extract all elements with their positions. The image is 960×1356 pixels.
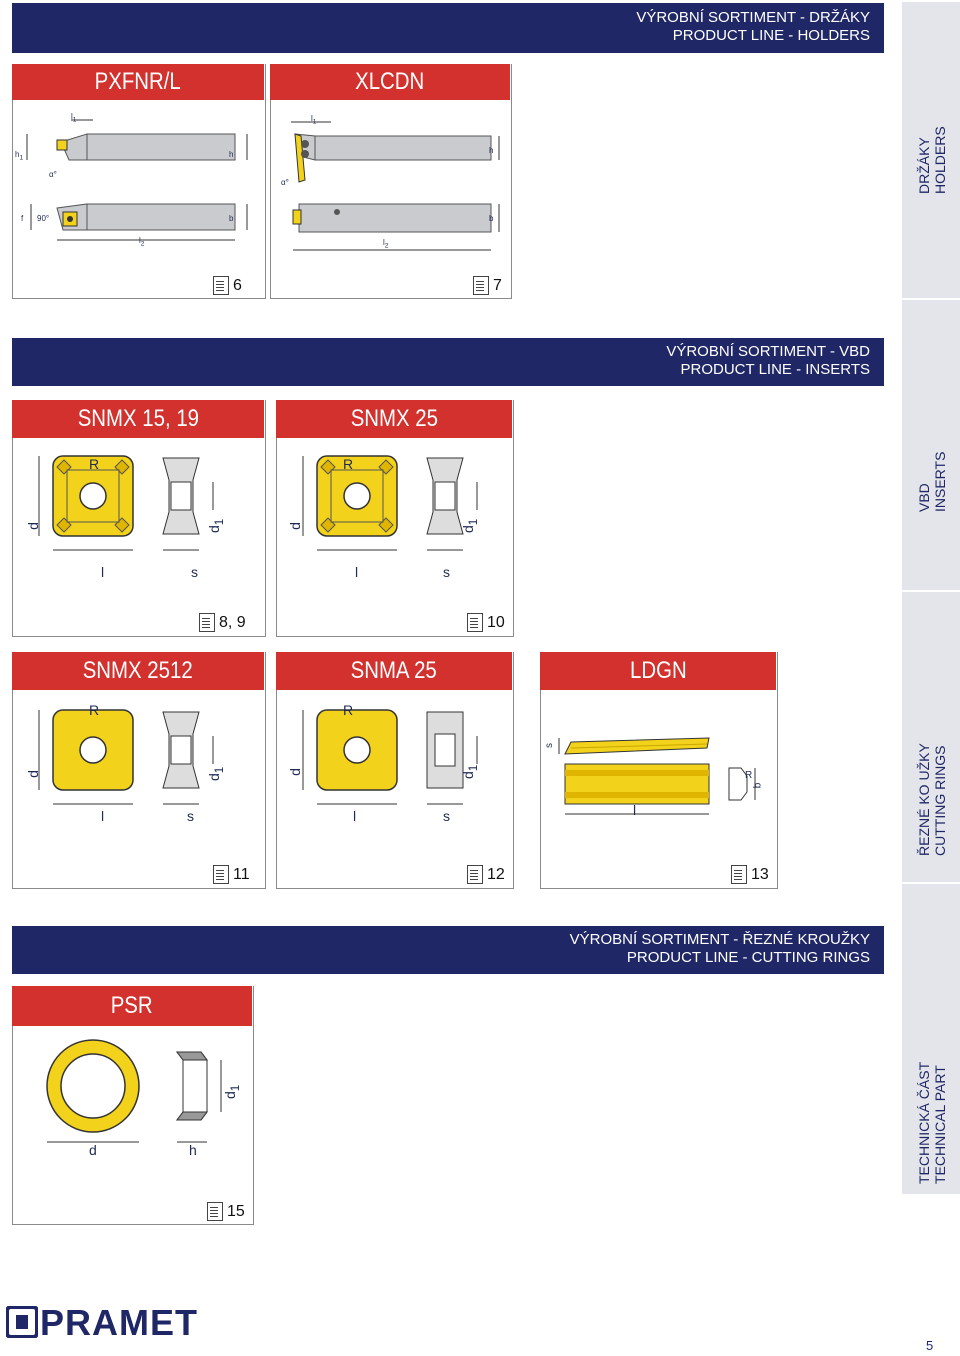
side-tab-inserts[interactable] — [902, 300, 960, 590]
page-ref[interactable]: 6 — [233, 277, 242, 294]
dim-angle: α° — [281, 178, 289, 187]
side-tab-technical[interactable] — [902, 884, 960, 1194]
page-ref-icon — [199, 613, 215, 632]
section-title-cz: VÝROBNÍ SORTIMENT - ŘEZNÉ KROUŽKY — [569, 931, 870, 948]
dim-d1: $d_1$ — [206, 766, 227, 782]
dim-d1: $d_1$ — [222, 1084, 243, 1100]
page-ref[interactable]: 10 — [487, 614, 505, 631]
dim-d: d — [24, 522, 41, 530]
section-header-rings — [12, 926, 884, 974]
page-ref[interactable]: 7 — [493, 277, 502, 294]
page-ref[interactable]: 11 — [233, 866, 250, 883]
product-title-snmx2512[interactable]: SNMX 2512 — [12, 652, 264, 690]
dim-d: d — [286, 522, 303, 530]
dim-f: f — [21, 214, 24, 223]
holder-drawing — [271, 100, 511, 260]
side-tab-label: TECHNICKÁ ČÁST TECHNICAL PART — [916, 1061, 948, 1184]
page-ref-icon — [207, 1202, 223, 1221]
section-title-en: PRODUCT LINE - INSERTS — [680, 361, 870, 378]
side-tab-label: VBD INSERTS — [916, 451, 948, 512]
dim-90: 90° — [37, 214, 50, 223]
product-title-snma25[interactable]: SNMA 25 — [276, 652, 512, 690]
brand-logo: PRAMET — [40, 1302, 198, 1343]
insert-drawing — [277, 438, 513, 588]
insert-drawing — [13, 438, 265, 588]
section-title-en: PRODUCT LINE - CUTTING RINGS — [626, 949, 870, 966]
page-ref-icon — [467, 865, 483, 884]
dim-d: d — [286, 768, 303, 776]
dim-R: R — [343, 456, 354, 472]
section-header-inserts — [12, 338, 884, 386]
dim-s: s — [443, 564, 450, 580]
page-ref-icon — [473, 276, 489, 295]
dim-l1: $l_1$ — [71, 112, 77, 124]
page-ref-icon — [731, 865, 747, 884]
dim-l: l — [101, 564, 105, 580]
section-title-cz: VÝROBNÍ SORTIMENT - DRŽÁKY — [636, 9, 870, 26]
dim-d: d — [24, 770, 41, 778]
section-title-cz: VÝROBNÍ SORTIMENT - VBD — [666, 343, 870, 360]
dim-b: b — [752, 782, 764, 789]
dim-R: R — [89, 702, 100, 718]
dim-R: R — [89, 456, 100, 472]
dim-l: l — [633, 802, 637, 818]
dim-angle: α° — [49, 170, 57, 179]
product-title-pxfnr[interactable]: PXFNR/L — [12, 64, 264, 100]
dim-R: R — [745, 770, 753, 781]
page-number: 5 — [926, 1338, 934, 1353]
page-ref[interactable]: 15 — [227, 1203, 245, 1220]
dim-d1: $d_1$ — [460, 518, 481, 534]
dim-s: s — [443, 808, 450, 824]
page-ref[interactable]: 12 — [487, 866, 505, 883]
dim-d1: $d_1$ — [460, 764, 481, 780]
product-title-xlcdn[interactable]: XLCDN — [270, 64, 510, 100]
dim-l: l — [101, 808, 105, 824]
dim-d: d — [89, 1142, 97, 1158]
dim-d1: $d_1$ — [206, 518, 227, 534]
pramet-logo-icon — [6, 1306, 38, 1338]
section-title-en: PRODUCT LINE - HOLDERS — [672, 27, 870, 44]
ring-drawing — [13, 1026, 253, 1176]
dim-b: b — [489, 214, 494, 223]
product-title-psr[interactable]: PSR — [12, 986, 252, 1026]
insert-drawing — [541, 688, 777, 848]
product-title-snmx1519[interactable]: SNMX 15, 19 — [12, 400, 264, 438]
dim-l1: $l_1$ — [311, 114, 317, 126]
dim-h: h — [489, 146, 494, 155]
dim-h: h — [189, 1142, 197, 1158]
insert-drawing — [13, 688, 265, 848]
side-tab-label: ŘEZNÉ KO UŽKY CUTTING RINGS — [916, 743, 948, 856]
product-title-ldgn[interactable]: LDGN — [540, 652, 776, 690]
dim-h: h — [229, 150, 234, 159]
page-ref-icon — [467, 613, 483, 632]
dim-l2: $l_2$ — [139, 236, 145, 248]
dim-s: s — [187, 808, 194, 824]
page-ref[interactable]: 8, 9 — [219, 614, 246, 631]
side-tab-label: DRŽÁKY HOLDERS — [916, 126, 948, 194]
dim-s: s — [191, 564, 198, 580]
dim-h1: $h_1$ — [15, 150, 24, 162]
product-title-snmx25[interactable]: SNMX 25 — [276, 400, 512, 438]
dim-b: b — [229, 214, 234, 223]
dim-s: s — [544, 743, 555, 748]
dim-l: l — [353, 808, 357, 824]
page-ref-icon — [213, 276, 229, 295]
page-ref[interactable]: 13 — [751, 866, 769, 883]
side-tab-holders[interactable] — [902, 2, 960, 298]
dim-R: R — [343, 702, 354, 718]
dim-l: l — [355, 564, 359, 580]
section-header-holders — [12, 3, 884, 53]
dim-l2: $l_2$ — [383, 238, 389, 250]
side-tab-cutting-rings[interactable] — [902, 592, 960, 882]
page-ref-icon — [213, 865, 229, 884]
